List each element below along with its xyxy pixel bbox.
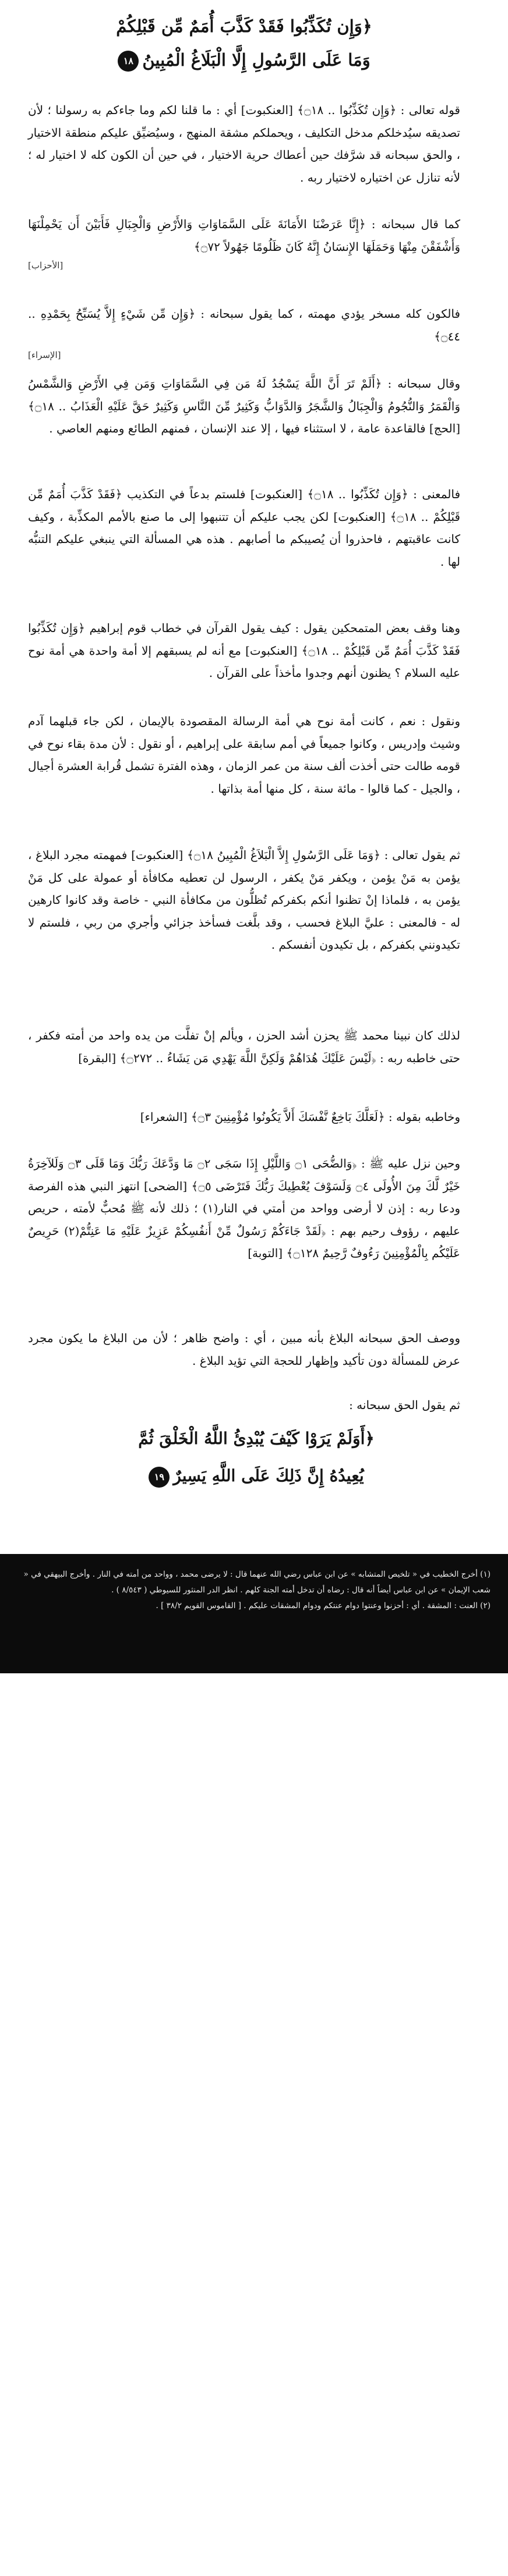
paragraph-text: وقال سبحانه : ﴿أَلَمْ تَرَ أَنَّ اللَّهَ يَسْجُدُ لَهُ مَن فِي السَّمَاوَاتِ وَمَن فِي الأَرْضِ وَالشَّمْسُ وَالْقَمَرُ وَالنُّجُومُ وَالْجِبَالُ وَالشَّجَرُ وَالدَّوَابُّ وَكَثِيرٌ مِّنَ النَّاسِ وَكَثِيرٌ حَقَّ عَلَيْهِ الْعَذَابُ .. ۝١٨﴾ [الحج] فالقاعدة عامة ، لا استثناء فيها ، إلا عند الإنسان ، فمنهم الطائع ومنهم العاصي . bbox=[28, 377, 460, 435]
paragraph-text: فالكون كله مسخر يؤدي مهمته ، كما يقول سبحانه : ﴿وَإِن مِّن شَيْءٍ إِلاَّ يُسَبِّحُ بِحَمْدِهِ .. ۝٤٤﴾ bbox=[28, 307, 460, 343]
empty-area bbox=[0, 1673, 508, 2576]
paragraph-11 bbox=[28, 1152, 460, 1265]
paragraph-7 bbox=[28, 710, 460, 800]
paragraph-13 bbox=[28, 1394, 460, 1417]
paragraph-3 bbox=[28, 303, 460, 363]
paragraph-text: ونقول : نعم ، كانت أمة نوح هي أمة الرسالة المقصودة بالإيمان ، لكن جاء قبلهما آدم وشيث وإدريس ، وكانوا جميعاً في أمم سابقة على إبراهيم ، أو نقول : لأن مدة بقاء نوح في قومه طالت حتى أخذت ألف سنة من عمر الزمان ، وهذه الفترة تشمل قُرابة العشرة أجيال ، والجيل - كما قالوا - مائة سنة ، كل منها أمة بذاتها . bbox=[27, 714, 460, 796]
verse-number-badge: ١٨ bbox=[118, 51, 139, 72]
surah-reference: [الإسراء] bbox=[28, 350, 61, 360]
verse-number-badge: ١٩ bbox=[149, 1467, 170, 1488]
paragraph-text: ثم يقول تعالى : ﴿وَمَا عَلَى الرَّسُولِ إِلاَّ الْبَلاَغُ الْمُبِينُ ۝١٨﴾ [العنكبوت] فمهمته مجرد البلاغ ، يؤمن به مَنْ يؤمن ، ويكفر مَنْ يكفر ، الرسول لن تعطيه مكافأة أو عمولة على كل مَنْ يؤمن به ، فلماذا إنْ تظنوا أنكم بكفركم تُظلُّون من مكافأة النبي - خاصة وقد كانوا كارهين له - فالمعنى : عليَّ البلاغ فحسب ، وقد بلَّغت فسأخذ جزائي وأجري من ربي ، فلستم لا تكيدونني بكفركم ، بل تكيدون أنفسكم . bbox=[28, 848, 461, 952]
paragraph-4 bbox=[28, 372, 460, 440]
paragraph-5 bbox=[28, 483, 460, 573]
paragraph-text: وهنا وقف بعض المتمحكين يقول : كيف يقول القرآن في خطاب قوم إبراهيم ﴿وَإِن تُكَذِّبُوا فَقَدْ كَذَّبَ أُمَمٌ مِّن قَبْلِكُمْ .. ۝١٨﴾ [العنكبوت] مع أنه لم يسبقهم إلا أمة واحدة هي أمة نوح عليه السلام ؟ يظنون أنهم وجدوا مأخذاً على القرآن . bbox=[28, 621, 460, 680]
header-verse bbox=[28, 9, 460, 91]
paragraph-text: كما قال سبحانه : ﴿إِنَّا عَرَضْنَا الأَمَانَةَ عَلَى السَّمَاوَاتِ وَالأَرْضِ وَالْجِبَالِ فَأَبَيْنَ أَن يَحْمِلْنَهَا وَأَشْفَقْنَ مِنْهَا وَحَمَلَهَا الإِنسَانُ إِنَّهُ كَانَ ظَلُومًا جَهُولاً ۝٧٢﴾ bbox=[28, 217, 460, 254]
paragraph-8 bbox=[28, 844, 460, 956]
paragraph-text: وخاطبه بقوله : ﴿لَعَلَّكَ بَاخِعٌ نَّفْسَكَ أَلاَّ يَكُونُوا مُؤْمِنِينَ ۝٣﴾ [الشعراء] bbox=[140, 1110, 460, 1124]
next-verse-line-2 bbox=[117, 1457, 396, 1495]
paragraph-2 bbox=[28, 213, 460, 273]
surah-reference: [الأحزاب] bbox=[28, 260, 63, 271]
paragraph-12 bbox=[28, 1327, 460, 1372]
paragraph-text: ووصف الحق سبحانه البلاغ بأنه مبين ، أي : واضح ظاهر ؛ لأن من البلاغ ما يكون مجرد عرض للمسألة دون تأكيد وإظهار للحجة التي تؤيد البلاغ . bbox=[28, 1331, 460, 1368]
header-verse-line-1: ﴿وَإِن تُكَذِّبُوا فَقَدْ كَذَّبَ أُمَمٌ مِّن قَبْلِكُمْ bbox=[116, 16, 372, 36]
paragraph-10 bbox=[28, 1106, 460, 1129]
paragraph-text: وحين نزل عليه ﷺ : ﴿وَالضُّحَى ۝١ وَاللَّيْلِ إِذَا سَجَى ۝٢ مَا وَدَّعَكَ رَبُّكَ وَمَا قَلَى ۝٣ وَلَلآخِرَةُ خَيْرٌ لَّكَ مِنَ الأُولَى ۝٤ وَلَسَوْفَ يُعْطِيكَ رَبُّكَ فَتَرْضَى ۝٥﴾ [الضحى] انتهز النبي هذه الفرصة ودعا ربه : إذن لا أرضى وواحد من أمتي في النار(١) ؛ ذلك لأنه ﷺ مُحبٌّ لأمته ، حريص عليهم ، رؤوف رحيم بهم : ﴿لَقَدْ جَاءَكُمْ رَسُولٌ مِّنْ أَنفُسِكُمْ عَزِيزٌ عَلَيْهِ مَا عَنِتُّمْ(٢) حَرِيصٌ عَلَيْكُم بِالْمُؤْمِنِينَ رَءُوفٌ رَّحِيمٌ ۝١٢٨﴾ [التوبة] bbox=[28, 1156, 460, 1260]
next-verse bbox=[117, 1420, 396, 1507]
footnotes-list bbox=[17, 1567, 491, 1614]
header-verse-line-2-text: وَمَا عَلَى الرَّسُولِ إِلَّا الْبَلَاغُ الْمُبِينُ bbox=[142, 50, 371, 70]
paragraph-6 bbox=[28, 617, 460, 684]
next-verse-line-2-text: يُعِيدُهُ إِنَّ ذَلِكَ عَلَى اللَّهِ يَسِيرٌ bbox=[173, 1466, 364, 1485]
paragraph-1 bbox=[28, 99, 460, 189]
footnote: (٢) العنت : المشقة . أي : أحزنوا وعنتوا دوام عنتكم ودوام المشقات عليكم . [ القاموس القويم ٣٨/٢ ] . bbox=[156, 1601, 491, 1610]
footnote: (١) أخرج الخطيب في « تلخيص المتشابه » عن ابن عباس رضي الله عنهما قال : لا يرضى محمد ، وواحد من أمته في النار . وأخرج البيهقي في « شعب الإيمان » عن ابن عباس أيضاً أنه قال : رضاه أن تدخل أمته الجنة كلهم . انظر الدر المنثور للسيوطي ( ٨/٥٤٣ ) . bbox=[23, 1570, 491, 1595]
paragraph-9 bbox=[28, 1024, 460, 1069]
footnotes-panel bbox=[0, 1554, 508, 1673]
next-verse-line-1: ﴿أَوَلَمْ يَرَوْا كَيْفَ يُبْدِئُ اللَّهُ الْخَلْقَ ثُمَّ bbox=[138, 1429, 375, 1448]
header-verse-line-2 bbox=[28, 43, 460, 77]
paragraph-text: ثم يقول الحق سبحانه : bbox=[349, 1398, 460, 1412]
paragraph-text: قوله تعالى : ﴿وَإِن تُكَذِّبُوا .. ۝١٨﴾ [العنكبوت] أي : ما قلنا لكم وما جاءكم به رسولنا ؛ لأن تصديقه سيُدخلكم مدخل التكليف ، ويحملكم مشقة المنهج ، وسيُضيِّق عليكم منطقة الاختيار ، والحق سبحانه قد شرَّفك حين أعطاك حرية الاختيار ، في حين أن الكون كله لا اختيار له ؛ لأنه تنازل عن اختياره لاختيار ربه . bbox=[28, 103, 460, 184]
paragraph-text: لذلك كان نبينا محمد ﷺ يحزن أشد الحزن ، ويألم إنْ تفلَّت من يده واحد من أمته فكفر ، حتى خاطبه ربه : ﴿لَيْسَ عَلَيْكَ هُدَاهُمْ وَلَكِنَّ اللَّهَ يَهْدِي مَن يَشَاءُ .. ۝٢٧٢﴾ [البقرة] bbox=[28, 1028, 460, 1065]
paragraph-text: فالمعنى : ﴿وَإِن تُكَذِّبُوا .. ۝١٨﴾ [العنكبوت] فلستم بدعاً في التكذيب ﴿فَقَدْ كَذَّبَ أُمَمٌ مِّن قَبْلِكُمْ .. ۝١٨﴾ [العنكبوت] لكن يجب عليكم أن تتنبهوا إلى ما صنع بالأمم المكذِّبة ، وكيف كانت عاقبتهم ، فاحذروا أن يُصيبكم ما أصابهم . هذه هي المسألة التي ينبغي عليكم التنبُّه لها . bbox=[28, 487, 461, 569]
